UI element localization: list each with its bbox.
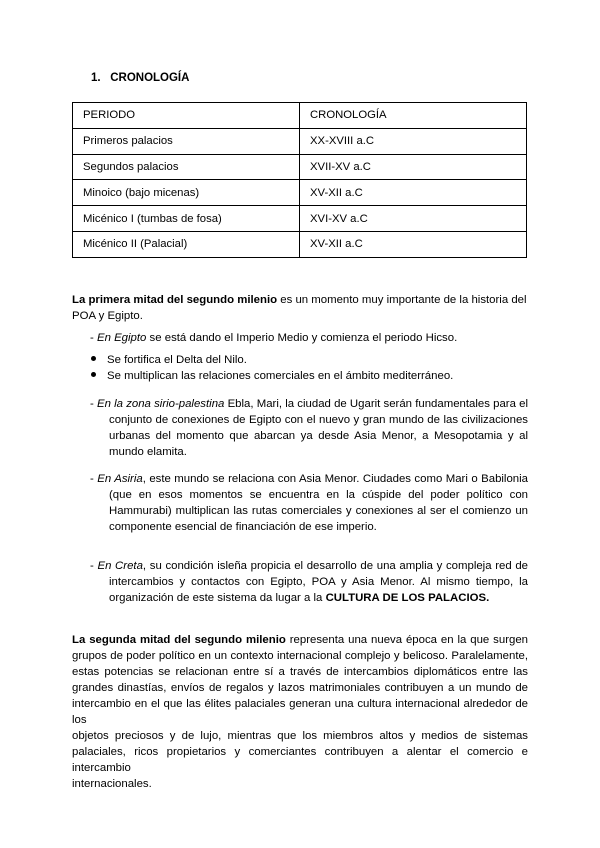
- creta-line1: , su condición isleña propicia el desarrollo de una amplia y compleja red de: [142, 560, 529, 572]
- para2-line4: grandes dinastías, envíos de regalos y lazos matrimoniales contribuyen a un mundo de: [72, 682, 528, 694]
- section-title: CRONOLOGÍA: [110, 72, 190, 84]
- dash-item-egipto: - En Egipto se está dando el Imperio Medio y comienza el periodo Hicso.: [90, 332, 458, 344]
- section-number: 1.: [91, 72, 101, 84]
- para2-bold-lead: La segunda mitad del segundo milenio: [72, 634, 286, 646]
- asiria-italic: En Asiria: [97, 473, 143, 485]
- header-periodo: PERIODO: [73, 103, 300, 129]
- cell-periodo: Micénico I (tumbas de fosa): [73, 206, 300, 232]
- table-header-row: [73, 103, 527, 129]
- para2-line6: objetos preciosos y de lujo, mientras que los miembros altos y medios de sistemas: [72, 730, 528, 742]
- creta-bold-culture: CULTURA DE LOS PALACIOS.: [325, 592, 490, 604]
- creta-italic: En Creta: [97, 560, 143, 572]
- cell-cronologia: XX-XVIII a.C: [300, 128, 527, 154]
- creta-line2: intercambios y contactos con Egipto, POA y Asia Menor. Al mismo tiempo, la: [109, 576, 528, 588]
- para1-bold-lead: La primera mitad del segundo milenio: [72, 294, 278, 306]
- siriopalestina-line3: urbanas del momento que abarcan ya desde Asia Menor, a Mesopotamia y al: [109, 430, 528, 442]
- siriopalestina-italic: En la zona sirio-palestina: [97, 398, 225, 410]
- table-row: [73, 180, 527, 206]
- dash-item-siriopalestina: - En la zona sirio-palestina Ebla, Mari, la ciudad de Ugarit serán fundamentales para el conjunto de conexiones de Egipto con el nuevo y gran mundo de las civilizaciones urbanas del momento que abarcan ya desde Asia Menor, a Mesopotamia y al mundo elamita.: [90, 398, 528, 458]
- asiria-line1: , este mundo se relaciona con Asia Menor. Ciudades como Mari o Babilonia: [142, 473, 528, 485]
- siriopalestina-line2: conjunto de conexiones de Egipto con el nuevo y gran mundo de las civilizaciones: [109, 414, 528, 426]
- cell-cronologia: XVI-XV a.C: [300, 206, 527, 232]
- table-row: [73, 231, 527, 257]
- paragraph-second-half: [72, 632, 528, 792]
- header-cronologia: CRONOLOGÍA: [300, 103, 527, 129]
- dash-item-asiria: - En Asiria, este mundo se relaciona con Asia Menor. Ciudades como Mari o Babilonia (que en esos momentos se encuentra en la cúspide del poder político con Hammurabi) multiplican las rutas comerciales y conexiones al ser el comienzo un componente esencial de financiación de ese imperio.: [90, 473, 528, 533]
- table-row: [73, 154, 527, 180]
- egipto-italic: En Egipto: [96, 332, 147, 344]
- cell-cronologia: XV-XII a.C: [300, 231, 527, 257]
- para2-line5: intercambio en el que las élites palaciales generan una cultura internacional alrededor de los: [72, 698, 528, 726]
- para1-line1: es un momento muy importante de la historia del: [277, 294, 527, 306]
- asiria-line2: (que en esos momentos se encuentra en la cúspide del poder político con: [109, 489, 528, 501]
- chronology-table: [72, 102, 527, 258]
- bullet-item: [91, 368, 453, 384]
- asiria-line4: componente esencial de financiación de ese imperio.: [109, 521, 377, 533]
- cell-periodo: Micénico II (Palacial): [73, 231, 300, 257]
- siriopalestina-line1: Ebla, Mari, la ciudad de Ugarit serán fundamentales para el: [224, 398, 528, 410]
- cell-cronologia: XV-XII a.C: [300, 180, 527, 206]
- cell-periodo: Primeros palacios: [73, 128, 300, 154]
- cell-periodo: Minoico (bajo micenas): [73, 180, 300, 206]
- cell-periodo: Segundos palacios: [73, 154, 300, 180]
- bullet-text: Se multiplican las relaciones comerciales en el ámbito mediterráneo.: [107, 370, 454, 382]
- para2-line2: grupos de poder político en un contexto internacional complejo y belicoso. Paralelamente,: [72, 650, 528, 662]
- creta-line3: organización de este sistema da lugar a la: [109, 592, 326, 604]
- bullet-text: Se fortifica el Delta del Nilo.: [107, 354, 247, 366]
- section-heading: [91, 72, 189, 84]
- para2-line8: internacionales.: [72, 778, 152, 790]
- egipto-text: se está dando el Imperio Medio y comienza el periodo Hicso.: [146, 332, 458, 344]
- asiria-line3: Hammurabi) multiplican las rutas comerciales y conexiones al ser el comienzo un: [109, 505, 528, 517]
- dash-item-creta: - En Creta, su condición isleña propicia el desarrollo de una amplia y compleja red de intercambios y contactos con Egipto, POA y Asia Menor. Al mismo tiempo, la organización de este sistema da lugar a la CULTURA DE LOS PALACIOS.: [90, 560, 529, 604]
- para2-line7: palaciales, ricos propietarios y comerciantes contribuyen a alentar el comercio e intercambio: [72, 746, 528, 774]
- para2-line3: estas potencias se relacionan entre sí a través de intercambios diplomáticos entre las: [72, 666, 528, 678]
- para1-line2: POA y Egipto.: [72, 310, 143, 322]
- bullet-item: [91, 352, 247, 368]
- paragraph-first-half: [72, 292, 528, 324]
- siriopalestina-line4: mundo elamita.: [109, 446, 187, 458]
- table-row: [73, 206, 527, 232]
- bullet-dot-icon: [91, 356, 96, 361]
- para2-line1: representa una nueva época en la que surgen: [285, 634, 529, 646]
- table-row: [73, 128, 527, 154]
- bullet-dot-icon: [91, 372, 96, 377]
- cell-cronologia: XVII-XV a.C: [300, 154, 527, 180]
